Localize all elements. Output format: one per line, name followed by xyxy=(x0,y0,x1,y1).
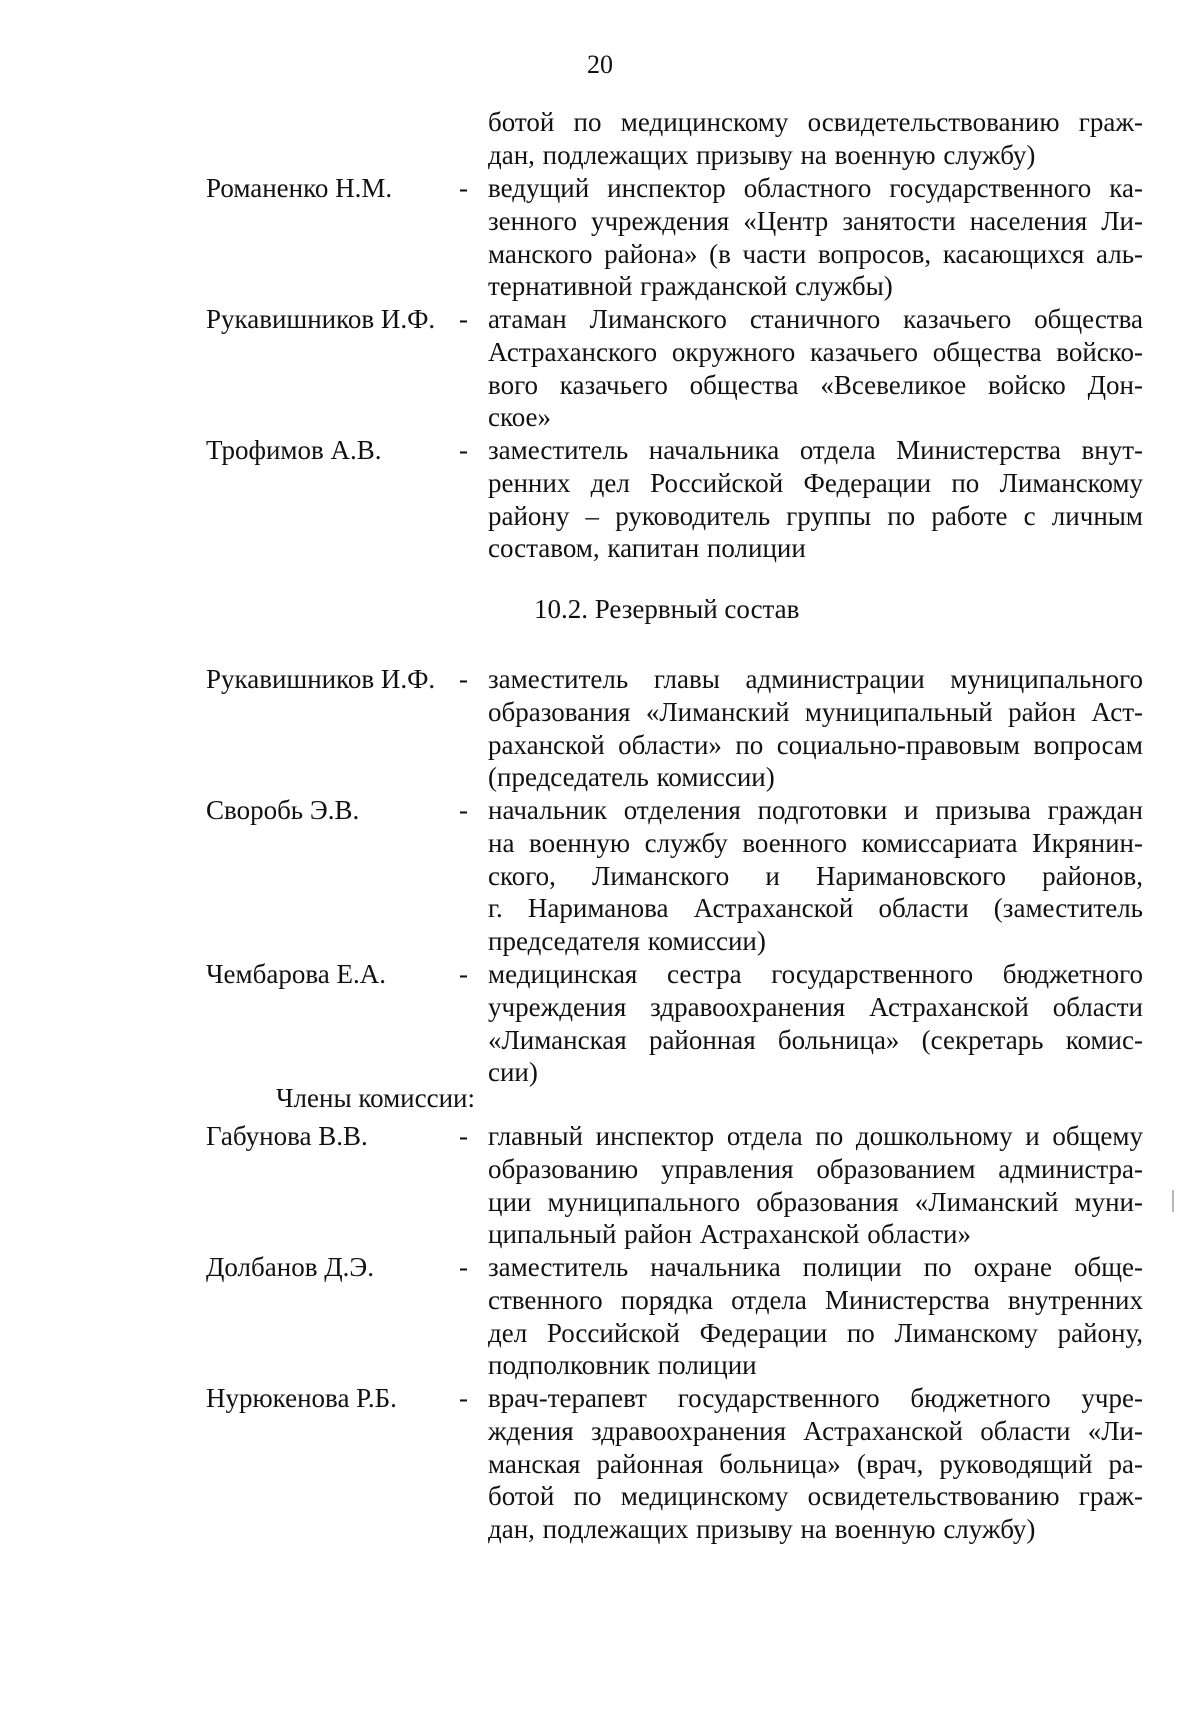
page-number: 20 xyxy=(587,50,613,79)
text-line: атаман Лиманского станичного казачьего общества xyxy=(488,304,1143,334)
member-entry xyxy=(0,1382,1200,1546)
text-line: ведущий инспектор областного государственного ка- xyxy=(488,173,1143,203)
text-line: ждения здравоохранения Астраханской области «Ли- xyxy=(488,1415,1143,1446)
text-line: дел Российской Федерации по Лиманскому району, xyxy=(488,1317,1143,1348)
text-line: ское» xyxy=(488,402,552,433)
text-line: заместитель главы администрации муниципального xyxy=(488,664,1143,694)
member-name: Долбанов Д.Э. xyxy=(206,1252,374,1282)
continuation-text xyxy=(488,106,1143,172)
text-line: ботой по медицинскому освидетельствованию граж- xyxy=(488,107,1143,137)
text-line: манская районная больница» (врач, руководящий ра- xyxy=(488,1448,1143,1479)
text-line: сии) xyxy=(488,1057,538,1088)
text-line: начальник отделения подготовки и призыва граждан xyxy=(488,795,1143,825)
member-dash: - xyxy=(459,1383,468,1413)
text-line: ципальный район Астраханской области» xyxy=(488,1219,971,1250)
reserve-member-list xyxy=(0,958,1200,1089)
text-line: образования «Лиманский муниципальный район Аст- xyxy=(488,696,1143,727)
text-line: ского, Лиманского и Наримановского районов, xyxy=(488,860,1143,891)
member-name: Рукавишников И.Ф. xyxy=(206,664,436,694)
member-name: Нурюкенова Р.Б. xyxy=(206,1383,397,1413)
text-line: тернативной гражданской службы) xyxy=(488,271,893,302)
text-line: дан, подлежащих призыву на военную службу) xyxy=(488,1514,1036,1545)
reserve-member-list xyxy=(0,794,1200,958)
continuation-row xyxy=(0,106,1200,172)
member-position xyxy=(488,1251,1143,1382)
text-line: вого казачьего общества «Всевеликое войско Дон- xyxy=(488,369,1143,400)
member-position xyxy=(488,172,1143,303)
main-member-list xyxy=(0,303,1200,434)
reserve-member-list xyxy=(0,663,1200,794)
member-dash: - xyxy=(459,435,468,465)
text-line: Астраханского окружного казачьего общества войско- xyxy=(488,336,1143,367)
member-name: Чембарова Е.А. xyxy=(206,959,386,989)
text-line: главный инспектор отдела по дошкольному и общему xyxy=(488,1121,1143,1151)
text-line: ственного порядка отдела Министерства внутренних xyxy=(488,1284,1143,1315)
member-position xyxy=(488,663,1143,794)
commission-member-list xyxy=(0,1382,1200,1546)
member-entry xyxy=(0,663,1200,794)
member-position xyxy=(488,794,1143,958)
member-dash: - xyxy=(459,795,468,825)
member-dash: - xyxy=(459,959,468,989)
member-position xyxy=(488,1120,1143,1251)
scan-margin-mark xyxy=(1172,1190,1174,1212)
text-line: образованию управления образованием администра- xyxy=(488,1153,1143,1184)
member-name: Трофимов А.В. xyxy=(206,435,382,465)
member-dash: - xyxy=(459,304,468,334)
commission-member-list xyxy=(0,1251,1200,1382)
text-line: ции муниципального образования «Лиманский муни- xyxy=(488,1186,1143,1217)
text-line: врач-терапевт государственного бюджетного учре- xyxy=(488,1383,1143,1413)
member-entry xyxy=(0,303,1200,434)
member-entry xyxy=(0,1251,1200,1382)
member-dash: - xyxy=(459,173,468,203)
members-label: Члены комиссии: xyxy=(276,1083,475,1113)
text-line: учреждения здравоохранения Астраханской области xyxy=(488,991,1143,1022)
text-line: дан, подлежащих призыву на военную службу) xyxy=(488,139,1036,170)
member-dash: - xyxy=(459,664,468,694)
text-line: заместитель начальника полиции по охране обще- xyxy=(488,1252,1143,1282)
text-line: на военную службу военного комиссариата Икрянин- xyxy=(488,827,1143,858)
member-name: Габунова В.В. xyxy=(206,1121,368,1151)
text-line: (председатель комиссии) xyxy=(488,762,775,793)
text-line: району – руководитель группы по работе с личным xyxy=(488,500,1143,531)
text-line: подполковник полиции xyxy=(488,1350,757,1381)
main-member-list xyxy=(0,172,1200,303)
text-line: раханской области» по социально-правовым вопросам xyxy=(488,729,1143,760)
text-line: составом, капитан полиции xyxy=(488,533,806,564)
text-line: медицинская сестра государственного бюджетного xyxy=(488,959,1143,989)
member-position xyxy=(488,303,1143,434)
member-entry xyxy=(0,958,1200,1089)
section-title: 10.2. Резервный состав xyxy=(534,594,800,624)
text-line: заместитель начальника отдела Министерства внут- xyxy=(488,435,1143,465)
member-dash: - xyxy=(459,1252,468,1282)
text-line: ренних дел Российской Федерации по Лиманскому xyxy=(488,467,1143,498)
member-name: Рукавишников И.Ф. xyxy=(206,304,436,334)
member-position xyxy=(488,1382,1143,1546)
member-entry xyxy=(0,794,1200,958)
member-dash: - xyxy=(459,1121,468,1151)
member-entry xyxy=(0,434,1200,565)
member-entry xyxy=(0,1120,1200,1251)
commission-member-list xyxy=(0,1120,1200,1251)
text-line: манского района» (в части вопросов, касающихся аль- xyxy=(488,238,1143,269)
continuation-block xyxy=(0,106,1200,172)
text-line: ботой по медицинскому освидетельствованию граж- xyxy=(488,1481,1143,1512)
text-line: председателя комиссии) xyxy=(488,926,766,957)
member-position xyxy=(488,958,1143,1089)
text-line: зенного учреждения «Центр занятости населения Ли- xyxy=(488,205,1143,236)
member-position xyxy=(488,434,1143,565)
member-name: Своробь Э.В. xyxy=(206,795,360,825)
main-member-list xyxy=(0,434,1200,565)
member-name: Романенко Н.М. xyxy=(206,173,393,203)
member-entry xyxy=(0,172,1200,303)
text-line: «Лиманская районная больница» (секретарь комис- xyxy=(488,1024,1143,1055)
text-line: г. Нариманова Астраханской области (заместитель xyxy=(488,893,1143,924)
